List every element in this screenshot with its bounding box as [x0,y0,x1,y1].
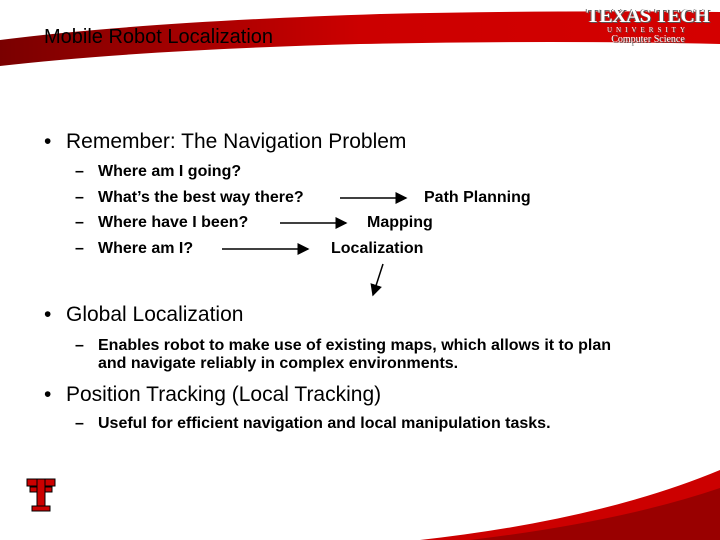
bullet-text: Global Localization [66,303,244,326]
dash-icon: – [75,189,84,206]
dash-icon: – [75,214,84,231]
global-localization-desc-line1: Enables robot to make use of existing maps, which allows it to plan [98,337,611,354]
question-where-been: Where have I been? [98,214,249,231]
answer-path-planning: Path Planning [424,189,531,206]
slide-title: Mobile Robot Localization [44,26,274,48]
logo-wordmark: TEXAS TECH [586,5,710,27]
bullet-icon: • [44,383,52,406]
position-tracking-desc: Useful for efficient navigation and local manipulation tasks. [98,415,551,432]
dash-icon: – [75,337,84,354]
logo-university: UNIVERSITY [607,26,689,34]
answer-mapping: Mapping [367,214,433,231]
answer-localization: Localization [331,240,424,257]
bullet-icon: • [44,130,52,153]
question-best-way: What’s the best way there? [98,189,304,206]
dash-icon: – [75,240,84,257]
bullet-icon: • [44,303,52,326]
question-where-going: Where am I going? [98,163,242,180]
global-localization-desc-line2: and navigate reliably in complex environments. [98,355,459,372]
bullet-text: Remember: The Navigation Problem [66,130,407,153]
question-where-am-i: Where am I? [98,240,194,257]
logo-department: Computer Science [611,34,685,45]
double-t-logo-icon [26,478,56,512]
dash-icon: – [75,415,84,432]
dash-icon: – [75,163,84,180]
bullet-text: Position Tracking (Local Tracking) [66,383,382,406]
